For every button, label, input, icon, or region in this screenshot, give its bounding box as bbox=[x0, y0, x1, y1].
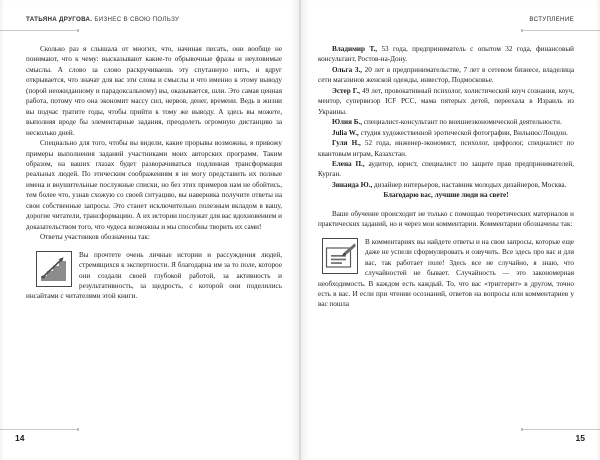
participant-description: 49 лет, провокативный психолог, холистический коуч сознания, коуч, ментор, супервизор ICF PCC, мама пятерых детей, переехала в Израиль из Украины. bbox=[318, 86, 574, 116]
growth-chart-arrow-icon bbox=[36, 251, 72, 287]
participant-name: Julia W., bbox=[332, 128, 359, 137]
running-head-left bbox=[26, 16, 179, 23]
participant-entry bbox=[318, 180, 574, 190]
left-page-body bbox=[26, 44, 282, 302]
page-edge-shadow-right bbox=[596, 0, 600, 460]
participants-callout bbox=[26, 250, 282, 302]
participant-name: Зинаида Ю., bbox=[332, 180, 373, 189]
participant-entry bbox=[318, 117, 574, 127]
running-head-right: ВСТУПЛЕНИЕ bbox=[529, 16, 574, 23]
participant-entry bbox=[318, 128, 574, 138]
header-rule-left bbox=[0, 30, 78, 31]
page-number-left: 14 bbox=[15, 433, 25, 443]
participant-description: аудитор, юрист, специалист по защите прав предпринимателей, Курган. bbox=[318, 159, 574, 179]
participant-description: специалист-консультант по внешнеэкономической деятельности. bbox=[362, 118, 562, 127]
callout-text: В комментариях вы найдете ответы и на свои запросы, которые еще даже не успели сформулировать и озвучить. Все здесь про вас и для вас, так работает поле! Здесь все не случайно, я знаю, что случайностей не бывает. Случайность — это закономерная необходимость. В каждом есть каждый. То, что вас «триггерит» в другом, точно есть в вас. И если при чтении осознаний, ответов на вопросы или комментариев у вас пошла bbox=[318, 237, 574, 309]
participant-description: 53 года, предприниматель с опытом 32 года, финансовый консультант, Ростов-на-Дону. bbox=[318, 45, 574, 64]
footer-rule-right bbox=[522, 429, 600, 430]
callout-text: Вы прочтете очень личные истории и рассуждения людей, стремящихся к экспертности. Я благодарна им за то поле, которое они создали своей глубокой работой, за активность и результативность, за щедрость, с которой они поделились инсайтами с читателями этой книги. bbox=[26, 250, 282, 301]
participant-entry bbox=[318, 44, 574, 65]
paragraph: Сколько раз я слышала от многих, что, начиная писать, они вообще не понимают, что к чему: высказывают какие-то обрывочные фразы и неуловимые смыслы. А слово за слово раскручиваешь эту спутанную нить, и вдруг открывается, что значат для вас эти слова и смыслы и что именно к этому выводу (порой неожиданному и парадоксальному) вы, оказывается, шли. Это самая ценная работа, потому что она экономит массу сил, нервов, денег, времени. Ведь в жизни вы подчас тратите годы, чтобы прийти к тому же выводу. А здесь вы можете, выполняя вроде бы элементарные задания, преодолеть огромную дистанцию за несколько дней. bbox=[26, 45, 282, 137]
page-number-right: 15 bbox=[575, 433, 585, 443]
participant-entry bbox=[318, 138, 574, 159]
participant-description: 20 лет в предпринимательстве, 7 лет в сетевом бизнесе, владелица сети магазинов женской одежды, инвестор, Подмосковье. bbox=[318, 65, 574, 85]
pen-writing-note-icon bbox=[322, 238, 358, 274]
participant-name: Елена П., bbox=[332, 159, 365, 168]
participant-description: дизайнер интерьеров, наставник молодых дизайнеров, Москва. bbox=[372, 180, 567, 189]
comments-callout bbox=[318, 237, 574, 310]
participant-description: 52 года, инженер-экономист, психолог, цифролог, специалист по квантовым играм, Казахстан. bbox=[318, 139, 574, 158]
participant-description: студия художественной эротической фотографии, Вильнюс/Лондон. bbox=[358, 128, 568, 137]
participant-entry bbox=[318, 65, 574, 86]
paragraph: Ваше обучение происходит не только с помощью теоретических материалов и практических заданий, но и через мои комментарии. Комментарии обозначены так: bbox=[318, 209, 574, 229]
participant-entry bbox=[318, 86, 574, 117]
book-gutter bbox=[299, 0, 301, 460]
right-page bbox=[300, 0, 600, 460]
participant-name: Владимир Т., bbox=[332, 45, 378, 53]
participant-name: Юлия Б., bbox=[332, 118, 363, 127]
participant-name: Ольга З., bbox=[332, 65, 363, 74]
header-rule-right bbox=[522, 30, 600, 31]
page-edge-shadow-left bbox=[0, 0, 4, 460]
right-page-body bbox=[318, 44, 574, 310]
participant-entry bbox=[318, 159, 574, 180]
footer-rule-left bbox=[0, 429, 78, 430]
running-head-title: БИЗНЕС В СВОЮ ПОЛЬЗУ bbox=[94, 16, 180, 23]
running-head-author: ТАТЬЯНА ДРУГОВА. bbox=[26, 16, 93, 23]
participant-name: Эстер Г., bbox=[332, 86, 361, 95]
thanks-line: Благодарю вас, лучшие люди на свете! bbox=[383, 191, 509, 200]
paragraph: Ответы участников обозначены так: bbox=[40, 233, 150, 242]
paragraph: Специально для того, чтобы вы видели, какие прорывы возможны, я привожу примеры выполнения заданий участниками моих авторских программ. Таким образом, на ваших глазах будет разворачиваться подлинная трансформация реальных людей. По этическим соображениям я не могу представить их полные имена и внушительные послужные списки, но без этих примеров нам не обойтись, тем более что, узнав схожую со своей ситуацию, вы наверняка получите ответы на свои собственные запросы. Это станет исключительно полезным вкладом в вашу, дорогие читатели, трансформацию. А их истории послужат для вас вдохновением и доказательством того, что чудеса возможны и мы способны творить их сами! bbox=[26, 139, 282, 231]
participant-name: Гуля Н., bbox=[332, 139, 361, 148]
